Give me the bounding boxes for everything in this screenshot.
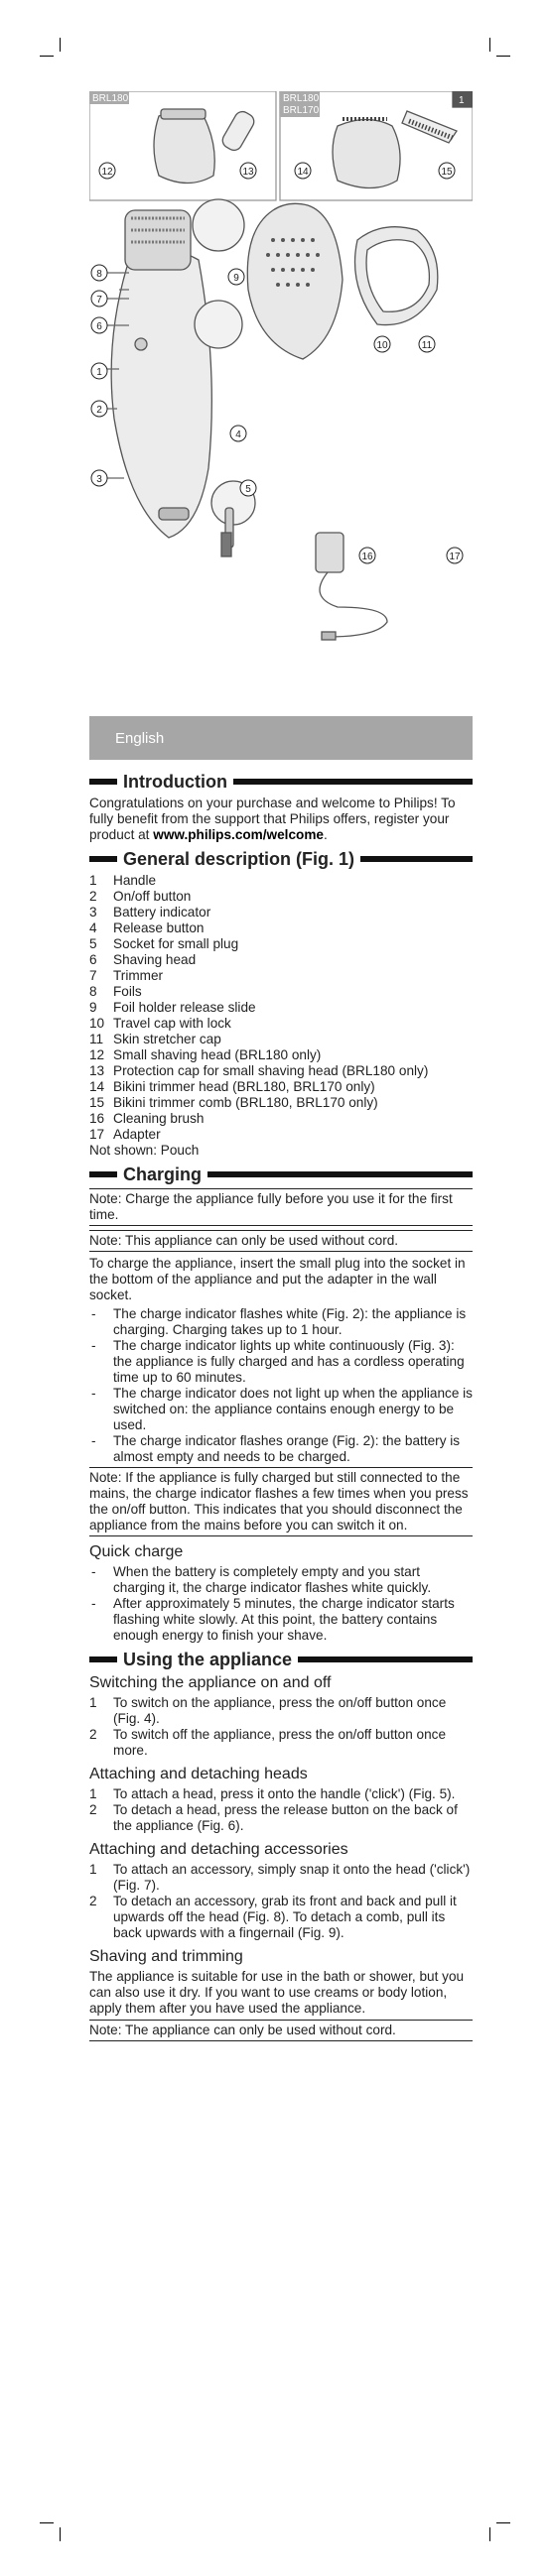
panel-tag-right: BRL180 [283, 93, 320, 104]
svg-text:7: 7 [96, 295, 102, 306]
subheading-quick-charge: Quick charge [89, 1543, 184, 1560]
crop-mark [489, 38, 490, 52]
parts-list-item: 2 On/off button [89, 889, 192, 904]
heads-steps [89, 1786, 473, 1834]
note-mains: Note: If the appliance is fully charged but still connected to the mains, the charge indicator flashes a few times when you press the on/off button. This indicates that you should disconnect the appliance from the mains before you can switch it on. [89, 1467, 473, 1536]
parts-list-item: 11 Skin stretcher cap [89, 1032, 221, 1046]
heads-step: 1 To attach a head, press it onto the handle ('click') (Fig. 5). [89, 1786, 456, 1801]
crop-mark [489, 2527, 490, 2541]
parts-list-item: 8 Foils [89, 984, 142, 999]
parts-list-item: 12 Small shaving head (BRL180 only) [89, 1047, 322, 1062]
heading-text: Using the appliance [123, 1650, 293, 1669]
parts-list-item: 6 Shaving head [89, 952, 197, 967]
svg-text:17: 17 [449, 552, 461, 562]
parts-list-item: 9 Foil holder release slide [89, 1000, 256, 1015]
section-heading-charging [89, 1166, 473, 1182]
note-cordless: Note: This appliance can only be used without cord. [89, 1230, 473, 1252]
accessory-steps [89, 1862, 473, 1941]
parts-list-item: 7 Trimmer [89, 968, 164, 983]
crop-mark [40, 56, 54, 57]
panel-tag-left: BRL180 [92, 93, 129, 104]
charging-bullet: - The charge indicator does not light up when the appliance is switched on: the appliance contains enough energy to be used. [91, 1386, 473, 1432]
parts-list-item: 4 Release button [89, 920, 205, 935]
parts-list-item: 10 Travel cap with lock [89, 1016, 231, 1031]
svg-text:15: 15 [441, 167, 453, 178]
heads-step: 2 To detach a head, press the release button on the back of the appliance (Fig. 6). [89, 1802, 458, 1833]
section-heading-using [89, 1652, 473, 1667]
crop-mark [60, 2527, 61, 2541]
charging-bullets [89, 1306, 473, 1465]
not-shown-text: Not shown: Pouch [89, 1143, 200, 1158]
svg-text:11: 11 [421, 340, 433, 351]
parts-list-item: 3 Battery indicator [89, 905, 211, 920]
switch-step: 1 To switch on the appliance, press the on/off button once (Fig. 4). [89, 1695, 447, 1726]
crop-mark [496, 2522, 510, 2523]
language-label: English [115, 730, 165, 747]
svg-text:2: 2 [96, 405, 102, 416]
section-heading-general [89, 851, 473, 867]
intro-paragraph: Congratulations on your purchase and welcome to Philips! To fully benefit from the support that Philips offers, register your product at www.philips.com/welcome. [89, 796, 456, 842]
svg-text:1: 1 [96, 367, 102, 378]
crop-mark [60, 38, 61, 52]
parts-list-item: 5 Socket for small plug [89, 936, 239, 951]
svg-text:4: 4 [235, 429, 241, 440]
svg-text:5: 5 [245, 484, 251, 495]
crop-mark [496, 56, 510, 57]
subheading-accessories: Attaching and detaching accessories [89, 1841, 348, 1858]
svg-text:13: 13 [242, 167, 254, 178]
note-charge-first: Note: Charge the appliance fully before you use it for the first time. [89, 1188, 473, 1226]
parts-list [89, 873, 473, 1143]
figure-number: 1 [459, 95, 465, 106]
subheading-shaving: Shaving and trimming [89, 1948, 243, 1965]
svg-text:9: 9 [233, 273, 239, 284]
heading-text: Introduction [123, 772, 227, 792]
parts-list-item: 16 Cleaning brush [89, 1111, 205, 1126]
parts-list-item: 1 Handle [89, 873, 157, 888]
svg-text:14: 14 [297, 167, 309, 178]
figure-1-illustration [89, 91, 473, 686]
quick-charge-bullet: - After approximately 5 minutes, the charge indicator starts flashing white slowly. At this point, the battery contains enough energy to finish your shave. [91, 1596, 455, 1643]
shaving-paragraph: The appliance is suitable for use in the bath or shower, but you can also use it dry. If you want to use creams or body lotion, apply them after you have used the appliance. [89, 1969, 465, 2016]
svg-text:12: 12 [101, 167, 113, 178]
svg-text:16: 16 [361, 552, 373, 562]
svg-text:3: 3 [96, 474, 102, 485]
subheading-heads: Attaching and detaching heads [89, 1766, 308, 1782]
panel-tag-right-2: BRL170 [283, 105, 320, 116]
charging-bullet: - The charge indicator lights up white continuously (Fig. 3): the appliance is fully charged and has a cordless operating time up to 60 minutes. [91, 1338, 465, 1385]
charging-bullet: - The charge indicator flashes orange (Fig. 2): the battery is almost empty and needs to be charged. [91, 1433, 461, 1464]
parts-list-item: 15 Bikini trimmer comb (BRL180, BRL170 only) [89, 1095, 378, 1110]
parts-list-item: 17 Adapter [89, 1127, 161, 1142]
accessory-step: 2 To detach an accessory, grab its front and back and pull it upwards off the head (Fig. 8). To detach a comb, pull its back upwards with a fingernail (Fig. 9). [89, 1894, 457, 1940]
switch-step: 2 To switch off the appliance, press the on/off button once more. [89, 1727, 447, 1758]
note-shaving-cord: Note: The appliance can only be used without cord. [89, 2020, 473, 2041]
quick-charge-bullet: - When the battery is completely empty and you start charging it, the charge indicator flashes white quickly. [91, 1564, 432, 1595]
manual-content [89, 766, 473, 2045]
parts-list-item: 13 Protection cap for small shaving head (BRL180 only) [89, 1063, 429, 1078]
heading-text: Charging [123, 1165, 202, 1184]
subheading-switch: Switching the appliance on and off [89, 1674, 332, 1691]
charging-bullet: - The charge indicator flashes white (Fig. 2): the appliance is charging. Charging takes up to 1 hour. [91, 1306, 467, 1337]
switch-steps [89, 1695, 473, 1759]
svg-text:10: 10 [376, 340, 388, 351]
svg-text:8: 8 [96, 269, 102, 280]
language-tab [89, 716, 473, 760]
svg-text:6: 6 [96, 321, 102, 332]
heading-text: General description (Fig. 1) [123, 849, 355, 869]
crop-mark [40, 2522, 54, 2523]
charging-paragraph: To charge the appliance, insert the small plug into the socket in the bottom of the appliance and put the adapter in the wall socket. [89, 1256, 466, 1302]
quick-charge-bullets [89, 1564, 473, 1644]
accessory-step: 1 To attach an accessory, simply snap it onto the head ('click') (Fig. 7). [89, 1862, 471, 1893]
parts-list-item: 14 Bikini trimmer head (BRL180, BRL170 only) [89, 1079, 375, 1094]
register-link[interactable]: www.philips.com/welcome [153, 827, 324, 842]
section-heading-introduction [89, 774, 473, 790]
